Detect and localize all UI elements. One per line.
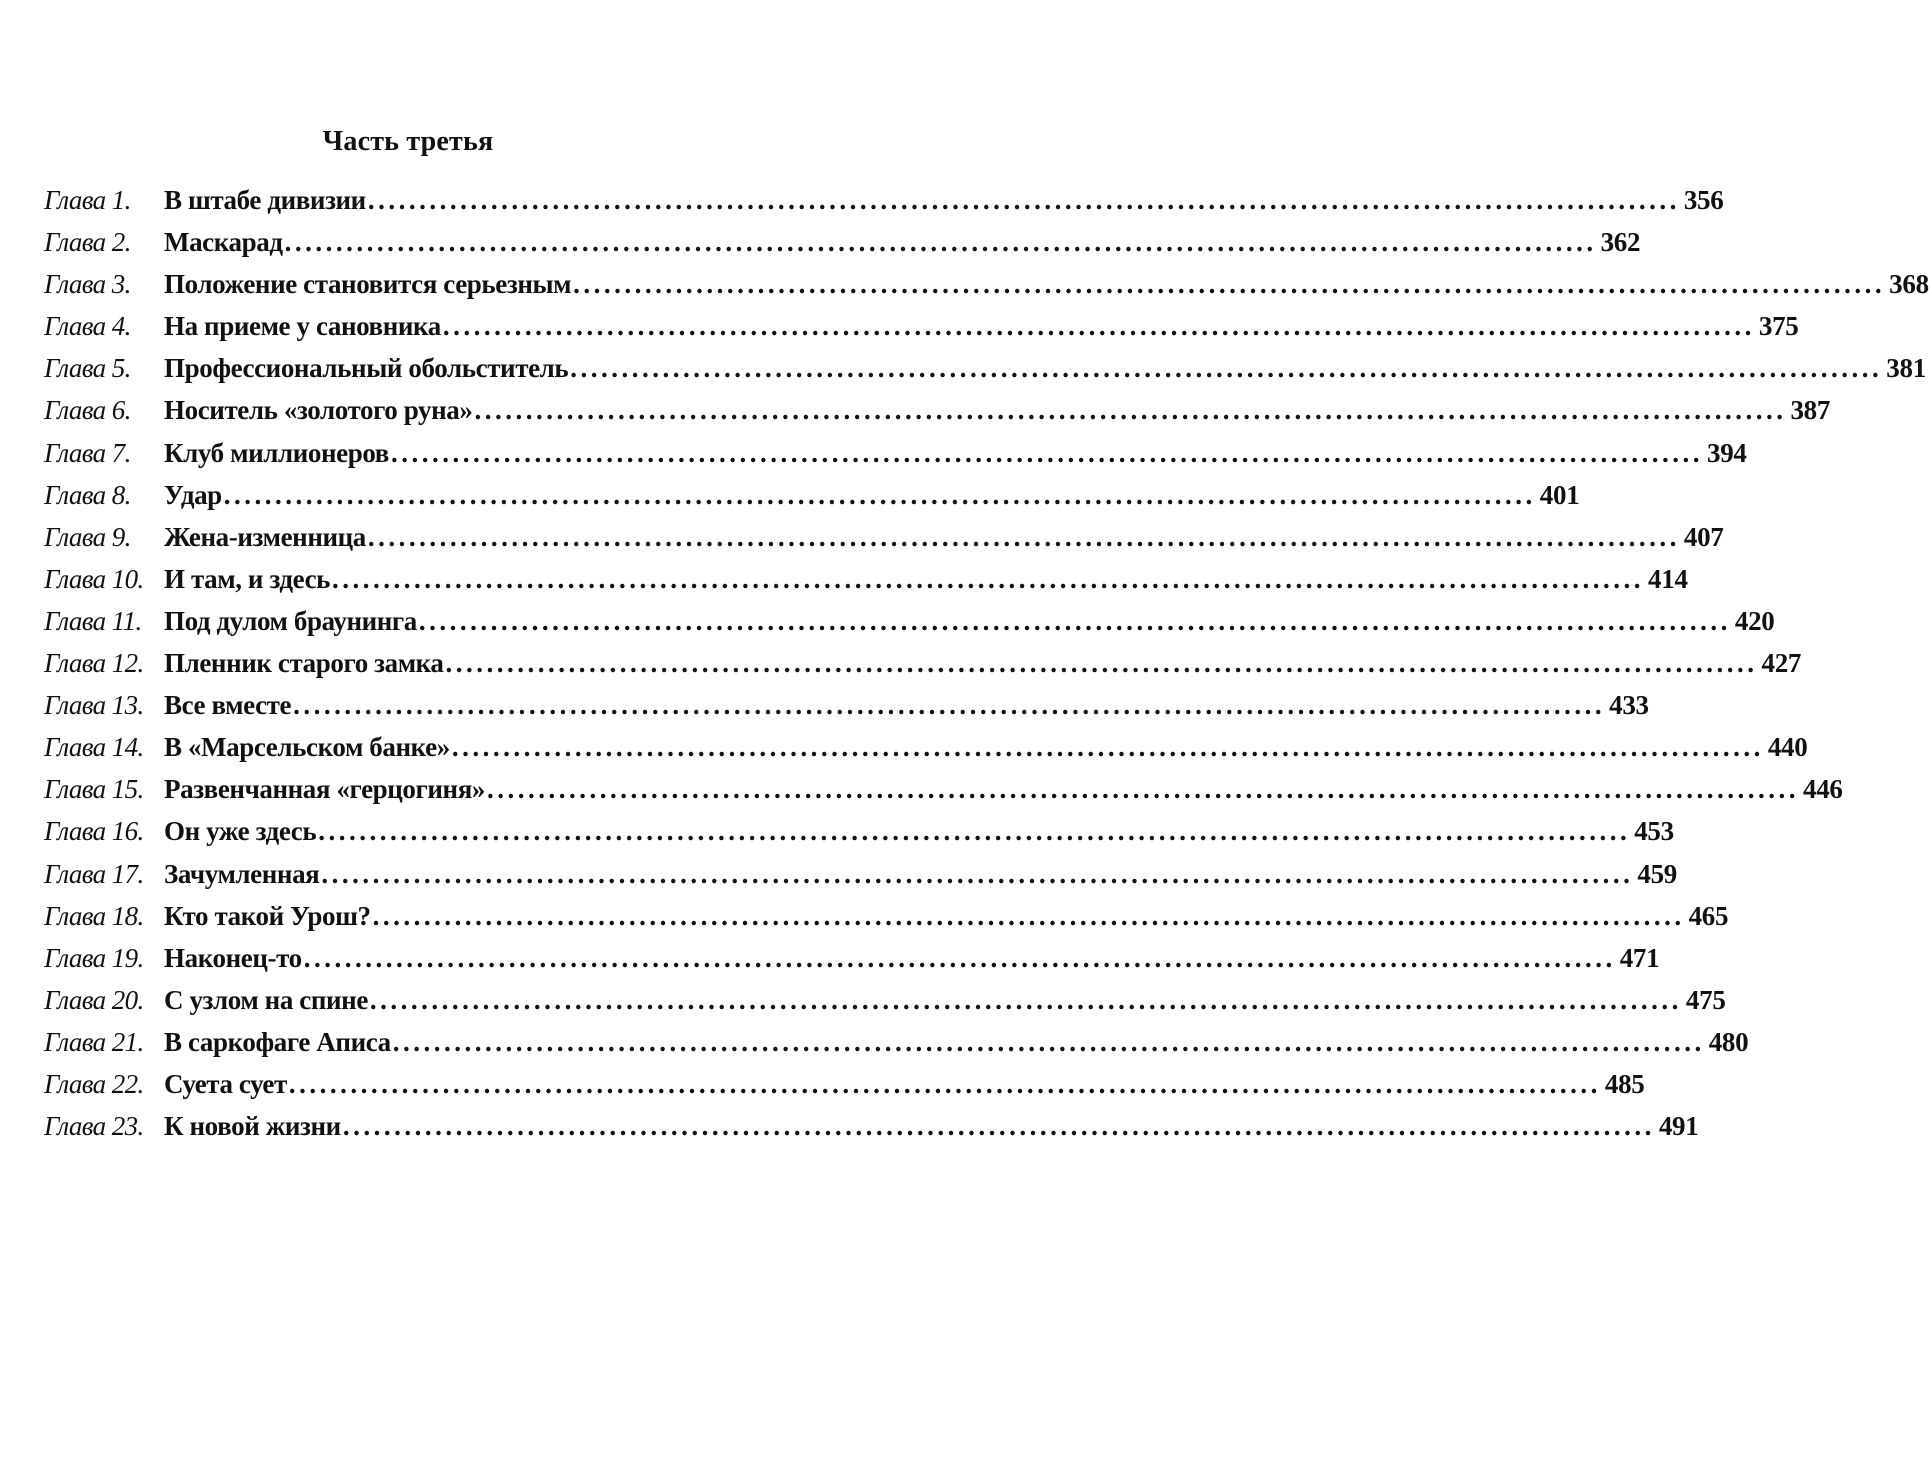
toc-row [44,263,1929,305]
toc-row [44,937,1660,979]
chapter-title: К новой жизни [164,1111,341,1142]
toc-row [44,347,1926,389]
chapter-title: И там, и здесь [164,563,331,594]
dot-leader [366,516,1684,558]
toc-row [44,1105,1699,1147]
chapter-title: Зачумленная [164,858,320,889]
chapter-label: Глава 5. [44,353,131,384]
dot-leader [302,937,1620,979]
chapter-label: Глава 18. [44,900,144,931]
chapter-title: Он уже здесь [164,816,317,847]
chapter-title: Суета сует [164,1068,287,1099]
dot-leader [368,979,1686,1021]
dot-leader [417,600,1735,642]
page-number: 453 [1634,816,1674,847]
toc-row [44,895,1729,937]
dot-leader [283,221,1601,263]
toc-row [44,221,1641,263]
toc-row [44,305,1799,347]
page-number: 480 [1708,1026,1749,1057]
dot-leader [389,432,1707,474]
page-number: 414 [1648,563,1688,594]
toc-row [44,179,1724,221]
chapter-title: Под дулом браунинга [164,605,417,636]
chapter-title: Клуб миллионеров [164,437,389,468]
page-number: 362 [1600,227,1641,258]
dot-leader [472,389,1790,431]
dot-leader [287,1063,1605,1105]
chapter-label: Глава 10. [44,563,144,594]
chapter-label: Глава 23. [44,1111,144,1142]
toc-row [44,389,1831,431]
chapter-label: Глава 16. [44,816,144,847]
page-number: 465 [1688,900,1729,931]
chapter-title: Развенчанная «герцогиня» [164,774,486,805]
chapter-label: Глава 15. [44,774,144,805]
chapter-label: Глава 19. [44,942,144,973]
toc-row [44,684,1649,726]
page-number: 375 [1758,311,1799,342]
dot-leader [222,474,1540,516]
toc-row [44,1063,1645,1105]
toc-row [44,600,1775,642]
page-number: 459 [1637,858,1677,889]
chapter-title: Профессиональный обольститель [164,353,569,384]
chapter-title: Жена-изменница [164,521,366,552]
chapter-title: Кто такой Урош? [164,900,371,931]
chapter-label: Глава 12. [44,648,144,679]
toc-row [44,516,1724,558]
chapter-label: Глава 3. [44,269,131,300]
page-number: 433 [1609,690,1649,721]
page-number: 381 [1886,353,1926,384]
dot-leader [319,853,1637,895]
chapter-title: В штабе дивизии [164,185,366,215]
dot-leader [341,1105,1659,1147]
table-of-contents [44,179,1929,1147]
chapter-label: Глава 2. [44,227,131,258]
toc-row [44,558,1688,600]
chapter-title: В саркофаге Аписа [164,1026,391,1057]
chapter-title: В «Марсельском банке» [164,732,450,763]
toc-row [44,432,1747,474]
dot-leader [485,768,1803,810]
chapter-title: Все вместе [164,690,292,721]
chapter-title: Положение становится серьезным [164,269,572,300]
chapter-label: Глава 20. [44,984,144,1015]
page-number: 368 [1889,269,1929,300]
dot-leader [444,642,1762,684]
chapter-title: Маскарад [164,227,283,258]
chapter-title: Носитель «золотого руна» [164,395,473,426]
chapter-label: Глава 13. [44,690,144,721]
chapter-label: Глава 1. [44,185,131,215]
page-number: 440 [1767,732,1808,763]
page-number: 394 [1707,437,1747,468]
toc-row [44,1021,1749,1063]
page-number: 356 [1683,185,1724,215]
page-number: 427 [1761,648,1802,679]
dot-leader [366,179,1684,221]
chapter-label: Глава 21. [44,1026,144,1057]
toc-row [44,474,1580,516]
page-number: 485 [1604,1068,1645,1099]
chapter-title: Удар [164,479,222,510]
toc-row [44,642,1802,684]
chapter-label: Глава 7. [44,437,131,468]
page-number: 387 [1790,395,1831,426]
page-number: 401 [1539,479,1580,510]
toc-row [44,979,1726,1021]
toc-row [44,810,1674,852]
chapter-label: Глава 4. [44,311,131,342]
chapter-label: Глава 11. [44,605,142,636]
chapter-label: Глава 6. [44,395,131,426]
dot-leader [441,305,1759,347]
chapter-label: Глава 17. [44,858,144,889]
chapter-title: С узлом на спине [164,984,368,1015]
toc-row [44,853,1677,895]
chapter-title: На приеме у сановника [164,311,441,342]
dot-leader [391,1021,1709,1063]
chapter-label: Глава 9. [44,521,131,552]
page-number: 420 [1734,605,1775,636]
dot-leader [568,347,1886,389]
dot-leader [330,558,1648,600]
page-number: 446 [1803,774,1843,805]
page-number: 407 [1683,521,1724,552]
dot-leader [450,726,1768,768]
page-number: 471 [1619,942,1660,973]
page-number: 475 [1685,984,1726,1015]
toc-row [44,768,1843,810]
dot-leader [291,684,1609,726]
chapter-title: Пленник старого замка [164,648,444,679]
section-title: Часть третья [322,126,494,157]
chapter-title: Наконец-то [164,942,302,973]
chapter-label: Глава 8. [44,479,131,510]
page-number: 491 [1658,1111,1699,1142]
dot-leader [371,895,1689,937]
chapter-label: Глава 14. [44,732,144,763]
dot-leader [316,810,1634,852]
toc-row [44,726,1808,768]
chapter-label: Глава 22. [44,1068,144,1099]
dot-leader [571,263,1889,305]
